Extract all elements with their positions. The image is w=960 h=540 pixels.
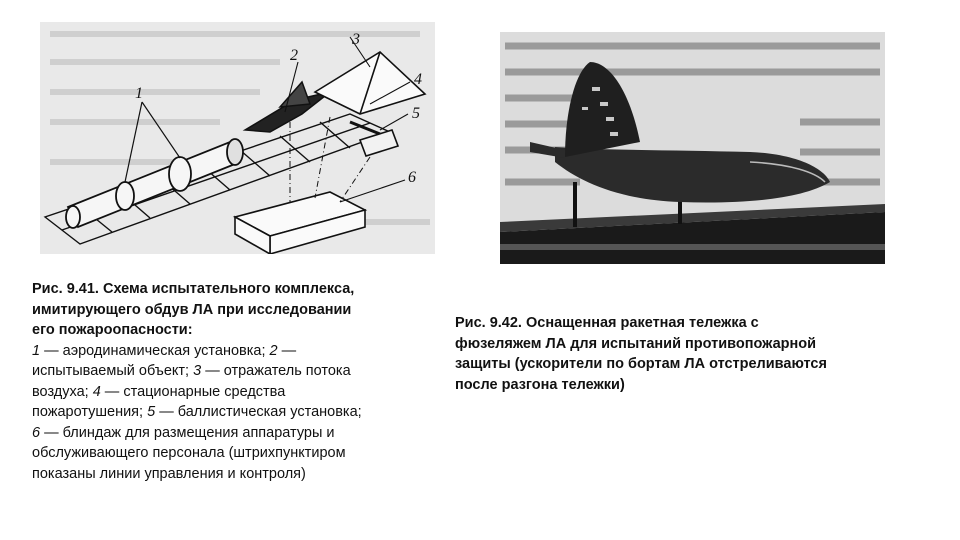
caption-line: защиты (ускорители по бортам ЛА отстреливаются	[455, 356, 827, 372]
legend-number: 6	[32, 424, 41, 441]
caption-title-line: Рис. 9.41. Схема испытательного комплекса,	[32, 281, 355, 297]
figure-9-41-caption	[32, 279, 452, 484]
figure-9-42-caption	[455, 313, 925, 395]
callout-5: 5	[412, 105, 420, 122]
caption-legend-line	[32, 341, 452, 362]
caption-legend-line	[32, 402, 452, 423]
callout-4: 4	[414, 71, 422, 88]
aerodynamic-installation	[66, 139, 243, 228]
legend-text: —	[277, 342, 297, 359]
callout-6: 6	[408, 169, 416, 186]
caption-title-line: имитирующего обдув ЛА при исследовании	[32, 301, 352, 318]
legend-number: 5	[147, 404, 156, 420]
caption-legend-line	[32, 423, 452, 444]
caption-line: после разгона тележки)	[455, 376, 625, 393]
rocket-sled-photo	[500, 32, 885, 264]
legend-number: 1	[32, 342, 41, 359]
test-complex-drawing	[40, 22, 435, 254]
caption-line: Рис. 9.42. Оснащенная ракетная тележка с	[455, 315, 759, 331]
legend-number: 2	[269, 342, 278, 359]
legend-text: воздуха;	[32, 383, 93, 400]
legend-text: — стационарные средства	[100, 383, 286, 400]
rocket-sled-carriage	[500, 204, 885, 264]
legend-text: — аэродинамическая установка;	[40, 342, 270, 359]
legend-text: пожаротушения;	[32, 404, 148, 420]
caption-legend-line	[32, 361, 452, 382]
callout-1: 1	[135, 85, 143, 102]
legend-number: 4	[92, 383, 101, 400]
figure-9-41-test-complex-diagram	[40, 22, 435, 254]
callout-2: 2	[290, 47, 298, 64]
caption-legend-line	[32, 382, 452, 403]
legend-text: — отражатель потока	[201, 363, 351, 379]
bunker-block	[235, 192, 365, 254]
legend-text: испытываемый объект;	[32, 363, 194, 379]
legend-text: — блиндаж для размещения аппаратуры и	[40, 424, 335, 441]
caption-legend-line: показаны линии управления и контроля)	[32, 465, 306, 482]
caption-legend-line: обслуживающего персонала (штрихпунктиром	[32, 445, 346, 461]
callout-3: 3	[352, 31, 360, 48]
legend-text: — баллистическая установка;	[155, 404, 362, 420]
caption-line: фюзеляжем ЛА для испытаний противопожарной	[455, 335, 817, 352]
legend-number: 3	[193, 363, 202, 379]
caption-title-line: его пожароопасности:	[32, 322, 193, 338]
figure-9-42-rocket-sled-photo	[500, 32, 885, 264]
